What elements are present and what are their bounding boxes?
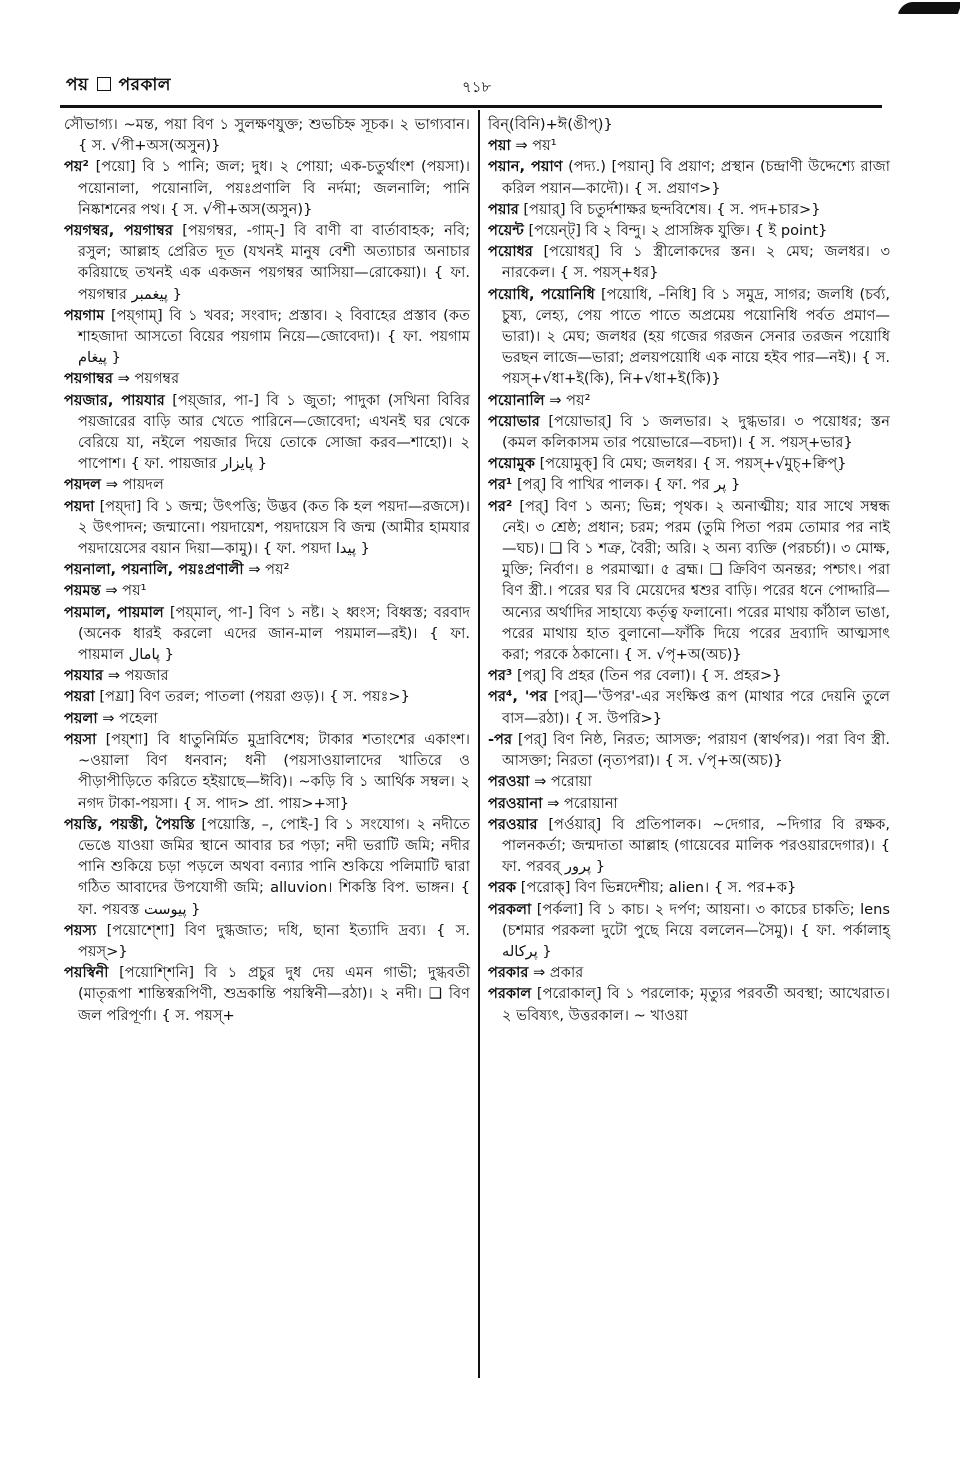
dictionary-entry: [488, 496, 890, 666]
headword: পর¹: [488, 476, 513, 494]
page-number: ৭১৮: [462, 78, 492, 96]
headword: পয়লা: [64, 709, 98, 727]
headword: পয়স্য: [64, 921, 97, 939]
box-separator-icon: [97, 77, 111, 91]
definition: ⇒ পয়¹: [105, 582, 147, 600]
definition: [পয়্জার, পা-] বি ১ জুতা; পাদুকা (সখিনা বিবির পয়জারের বাড়ি আর খেতে পারিনে—জোবেদা; এখনই ঘর থেকে বেরিয়ে যা, নইলে পয়জার দিয়ে তোকে সোজা করব—শাহো)। ২ পাপোশ। { ফা. পায়জার پایزار }: [78, 391, 470, 473]
headword: পয়গম্বর, পয়গাম্বর: [64, 222, 173, 240]
headword: পয়²: [64, 158, 89, 176]
definition: [পয়ো] বি ১ পানি; জল; দুধ। ২ পোয়া; এক-চতুর্থাংশ (পয়সা)। পয়োনালা, পয়োনালি, পয়ঃপ্রণালি বি নর্দমা; জলনালি; পানি নিষ্কাশনের পথ। { স. √পী+অস(অসুন)}: [78, 158, 471, 218]
definition: [পয়গম্বর, -গাম্-] বি বাণী বা বার্তাবাহক; নবি; রসুল; আল্লাহ প্রেরিত দূত (যখনই মানুষ বেশী অত্যাচার অনাচার করিয়াছে তখনই এক একজন পয়গম্বর আসিয়া—রোকেয়া)। { ফা. পয়গম্বার پیغمبر }: [78, 222, 470, 303]
headword: পয়স্তি, পয়স্তী, পৈয়স্তি: [64, 815, 195, 833]
dictionary-entry: [64, 814, 470, 920]
headword: -পর: [488, 730, 512, 748]
headword: পয়স্বিনী: [64, 964, 109, 982]
definition: [পয়োধর্] বি ১ স্ত্রীলোকদের স্তন। ২ মেঘ; জলধর। ৩ নারকেল। { স. পয়স্+ধর}: [502, 243, 890, 282]
headword: পয়মন্ত: [64, 582, 101, 600]
dictionary-entry: [64, 708, 470, 729]
dictionary-entry: [488, 729, 890, 771]
definition: [পর্ওয়ার্] বি প্রতিপালক। ~দেগার, ~দিগার বি রক্ষক, পালনকর্তা; জন্মদাতা আল্লাহ (গায়েবের মালিক পরওয়ারদেগার)। { ফা. পরবর্ پرور }: [502, 815, 891, 876]
definition: [পয়্মাল্, পা-] বিণ ১ নষ্ট। ২ ধ্বংস; বিধ্বস্ত; বরবাদ (অনেক ধারই করলো এদের জান-মাল পয়মাল—রই)। { ফা. পায়মাল پامال }: [78, 603, 470, 664]
definition: [পয়ার্] বি চতুর্দশাক্ষর ছন্দবিশেষ। { স. পদ+চার>}: [523, 200, 821, 218]
dictionary-entry: [64, 220, 470, 305]
definition: ⇒ পায়দল: [105, 476, 164, 494]
headword: পয়জার, পায়যার: [64, 391, 165, 409]
headword: পয়সা: [64, 730, 97, 748]
definition: [পর্] বি প্রহর (তিন পর বেলা)। { স. প্রহর>}: [516, 667, 782, 685]
dictionary-entry: [488, 220, 890, 241]
headword: পয়ান, পয়াণ: [488, 158, 563, 176]
definition: ⇒ প্রকার: [533, 964, 584, 982]
definition: ⇒ পয়গম্বর: [117, 370, 180, 388]
definition: ⇒ পয়¹: [515, 137, 557, 155]
definition: [পর্]—'উপর'-এর সংক্ষিপ্ত রূপ (মাথার পরে দেয়নি তুলে বাস—রঠা)। { স. উপরি>}: [502, 688, 891, 727]
dictionary-entry: [488, 771, 890, 792]
dictionary-entry: [64, 580, 470, 601]
dictionary-entry: [64, 665, 470, 686]
headword: পয়োভার: [488, 412, 540, 430]
header-rule: [60, 105, 882, 108]
definition: সৌভাগ্য। ~মন্ত, পয়া বিণ ১ সুলক্ষণযুক্ত; শুভচিহ্ন সূচক। ২ ভাগ্যবান। { স. √পী+অস(অসুন)}: [64, 116, 470, 155]
headword: পয়দল: [64, 476, 102, 494]
dictionary-entry: [64, 559, 470, 580]
dictionary-entry: [488, 686, 890, 728]
headword: পর²: [488, 497, 513, 515]
headword: পয়গাম্বর: [64, 370, 113, 388]
definition: [পয়োধি, –নিধি] বি ১ সমুদ্র, সাগর; জলধি (চর্ব্য, চুষ্য, লেহ্য, পেয় পাতে পাতে অপ্রমেয় পয়োনিধি পর্বত প্রমাণ—ভারা)। ২ মেঘ; জলধর (হয় গজের গরজন সেনার তরজন পয়োধি ভরছন লাজে—ভারা; প্রলয়পয়োধি এক নায়ে হইব পার—নই)। { স. পয়স্+√ধা+ই(কি), নি+√ধা+ই(কি)}: [502, 285, 891, 388]
headword: পরকলা: [488, 900, 532, 918]
headword: পরক: [488, 879, 517, 897]
dictionary-entry: [64, 474, 470, 495]
headword: পয়োনালি: [488, 391, 545, 409]
headword: পয়মাল, পায়মাল: [64, 603, 164, 621]
dictionary-entry: [488, 899, 890, 963]
headword: পয়দা: [64, 497, 95, 515]
dictionary-entry: [488, 877, 890, 898]
definition: [পয়োশ্শো] বিণ দুগ্ধজাত; দধি, ছানা ইত্যাদি দ্রব্য। { স. পয়স্>}: [78, 921, 470, 960]
headword: পর³: [488, 667, 513, 685]
dictionary-entry: [488, 474, 890, 495]
dictionary-entry: [488, 284, 890, 390]
definition: [পয়োমুক্] বি মেঘ; জলধর। { স. পয়স্+√মুচ্+ক্বিপ্}: [539, 455, 847, 473]
definition: [পর্] বিণ ১ অন্য; ভিন্ন; পৃথক। ২ অনাত্মীয়; যার সাথে সম্বন্ধ নেই। ৩ শ্রেষ্ঠ; প্রধান; চরম; পরম (তুমি পিতা পরম তোমার পর নাই—ঘচ)। ❑ বি ১ শত্রু, বৈরী; অরি। ২ অন্য ব্যক্তি (পরচর্চা)। ৩ মোক্ষ, মুক্তি; নির্বাণ। ৪ পরমাত্মা। ৫ ব্রহ্ম। ❑ ক্রিবিণ অনন্তর; পশ্চাৎ। পরা বিণ স্ত্রী.। পরের ঘর বি মেয়েদের শ্বশুর বাড়ি। পরের ধনে পোদ্দারি—অন্যের অর্থাদির সাহায্যে কর্তৃত্ব ফলানো। পরের মাথায় কাঁঠাল ভাঙা, পরের মাথায় হাত বুলানো—ফাঁকি দিয়ে পরের দ্রব্যাদি আত্মসাৎ করা; পরকে ঠকানো। { স. √পৃ+অ(অচ)}: [502, 497, 891, 664]
headword: পয়নালা, পয়নালি, পয়ঃপ্রণালী: [64, 561, 244, 579]
dictionary-entry: [64, 602, 470, 666]
definition: [পয়্দা] বি ১ জন্ম; উৎপত্তি; উদ্ভব (কত কি হল পয়দা—রজসে)। ২ উৎপাদন; জন্মানো। পয়দায়েশ, পয়দায়েস বি জন্ম (আমীর হামযার পয়দায়েসের বয়ান দিয়া—কামু)। { ফা. পয়দা پیدا }: [78, 497, 471, 558]
definition: [পর্কলা] বি ১ কাচ। ২ দর্পণ; আয়না। ৩ কাচের চাকতি; lens (চশমার পরকলা দুটো পুছে নিয়ে বললেন—সৈমু)। { ফা. পর্কালাহ্ پرکاله }: [502, 900, 890, 960]
running-head: [66, 72, 171, 100]
left-column: [64, 114, 470, 1026]
dictionary-entry: [64, 729, 470, 814]
headword: পয়যার: [64, 667, 104, 685]
dictionary-entry: [488, 199, 890, 220]
headword: পয়গাম: [64, 306, 105, 324]
right-column: [488, 114, 890, 1026]
definition: [পয়োস্তি, –, পোই-] বি ১ সংযোগ। ২ নদীতে ভেঙে যাওয়া জমির স্থানে আবার চর পড়া; নদী ভরাটি জমি; নদীর পানি শুকিয়ে চড়া পড়লে অথবা বন্যার পানি শুকিয়ে পলিমাটি দ্বারা গঠিত আবাদের উপযোগী জমি; alluvion। শিকস্তি বিপ. ভাঙ্গন। { ফা. পয়বস্ত پیوست }: [78, 815, 471, 918]
entry-continuation: [488, 114, 890, 135]
definition: [পয়্রা] বিণ তরল; পাতলা (পয়রা গুড়)। { স. পয়ঃ>}: [99, 688, 410, 706]
column-divider: [478, 110, 480, 1378]
dictionary-entry: [488, 241, 890, 283]
headword: পয়েন্ট: [488, 222, 524, 240]
headword: পয়া: [488, 137, 511, 155]
headword: পয়োমুক: [488, 455, 535, 473]
definition: ⇒ পয়²: [248, 561, 290, 579]
dictionary-entry: [488, 814, 890, 878]
definition: ⇒ পয়²: [549, 391, 591, 409]
definition: [পরোকাল্] বি ১ পরলোক; মৃত্যুর পরবর্তী অবস্থা; আখেরাত। ২ ভবিষ্যৎ, উত্তরকাল। ~ খাওয়া: [502, 985, 890, 1024]
dictionary-entry: [488, 983, 890, 1025]
dictionary-entry: [64, 496, 470, 560]
definition: [পরোক্] বিণ ভিন্নদেশীয়; alien। { স. পর+ক}: [520, 879, 797, 897]
dictionary-entry: [488, 793, 890, 814]
headword: পরকাল: [488, 985, 532, 1003]
entry-continuation: [64, 114, 470, 156]
guide-word-first: পয়: [66, 75, 89, 95]
dictionary-entry: [488, 962, 890, 983]
dictionary-entry: [488, 665, 890, 686]
dictionary-entry: [488, 453, 890, 474]
headword: পর⁴, 'পর: [488, 688, 548, 706]
definition: ⇒ পরোয়া: [534, 773, 592, 791]
definition: [পয়োশ্শিনি] বি ১ প্রচুর দুধ দেয় এমন গাভী; দুগ্ধবতী (মাতৃরূপা শান্তিস্বরূপিণী, শুভ্রকান্তি পয়স্বিনী—রঠা)। ২ নদী। ❑ বিণ জল পরিপূর্ণা। { স. পয়স্+: [78, 964, 471, 1024]
dictionary-entry: [64, 962, 470, 1026]
dictionary-entry: [64, 390, 470, 475]
definition: [পয়্গাম্] বি ১ খবর; সংবাদ; প্রস্তাব। ২ বিবাহের প্রস্তাব (কত শাহজাদা আসতো বিয়ের পয়গাম নিয়ে—জোবেদা)। { ফা. পয়গাম پیغام }: [78, 306, 471, 367]
dictionary-entry: [488, 411, 890, 453]
headword: পয়োধি, পয়োনিধি: [488, 285, 595, 303]
definition: ⇒ পরোয়ানা: [547, 794, 618, 812]
headword: পরওয়া: [488, 773, 530, 791]
dictionary-entry: [64, 305, 470, 369]
scan-ink-mark: [898, 2, 960, 14]
definition: বিন্(বিনি)+ঈ(ঙীপ্)}: [488, 116, 613, 133]
definition: [পয়েন্ট্] বি ২ বিন্দু। ২ প্রাসঙ্গিক যুক্তি। { ই point}: [528, 222, 828, 240]
guide-word-last: পরকাল: [118, 75, 171, 95]
definition: ⇒ পহেলা: [102, 709, 158, 727]
definition: [পয়োভার্] বি ১ জলভার। ২ দুগ্ধভার। ৩ পয়োধর; স্তন (কমল কলিকাসম তার পয়োভারে—বচদা)। { স. পয়স্+ভার}: [502, 412, 891, 452]
dictionary-entry: [488, 135, 890, 156]
headword: পরওয়ার: [488, 815, 538, 833]
headword: পরওয়ানা: [488, 794, 543, 812]
definition: [পয়্শা] বি ধাতুনির্মিত মুদ্রাবিশেষ; টাকার শতাংশের একাংশ। ~ওয়ালা বিণ ধনবান; ধনী (পয়সাওয়ালাদের খাতিরে ও পীড়াপীড়িতে করিতে হইয়াছে—ঈবি)। ~কড়ি বি ১ আর্থিক সম্বল। ২ নগদ টাকা-পয়সা। { স. পাদ> প্রা. পায়>+সা}: [78, 730, 471, 812]
definition: [পর্] বি পাখির পালক। { ফা. পর پر }: [516, 476, 741, 494]
definition: ⇒ পয়জার: [107, 667, 169, 685]
headword: পয়োধর: [488, 243, 533, 261]
headword: পয়রা: [64, 688, 95, 706]
definition: (পদ্য.) [পয়ান্] বি প্রয়াণ; প্রস্থান (চন্দ্রাণী উদ্দেশ্যে রাজা করিল পয়ান—কাদৌ)। { স. প্রয়াণ>}: [502, 158, 891, 197]
definition: [পর্] বিণ নিষ্ঠ, নিরত; আসক্ত; পরায়ণ (স্বার্থপর)। পরা বিণ স্ত্রী. আসক্তা; নিরতা (নৃত্যপরা)। { স. √পৃ+অ(অচ)}: [502, 730, 890, 770]
headword: পয়ার: [488, 200, 519, 218]
dictionary-entry: [488, 390, 890, 411]
headword: পরকার: [488, 964, 529, 982]
dictionary-entry: [488, 156, 890, 198]
dictionary-entry: [64, 368, 470, 389]
dictionary-entry: [64, 920, 470, 962]
dictionary-entry: [64, 156, 470, 220]
dictionary-entry: [64, 686, 470, 707]
